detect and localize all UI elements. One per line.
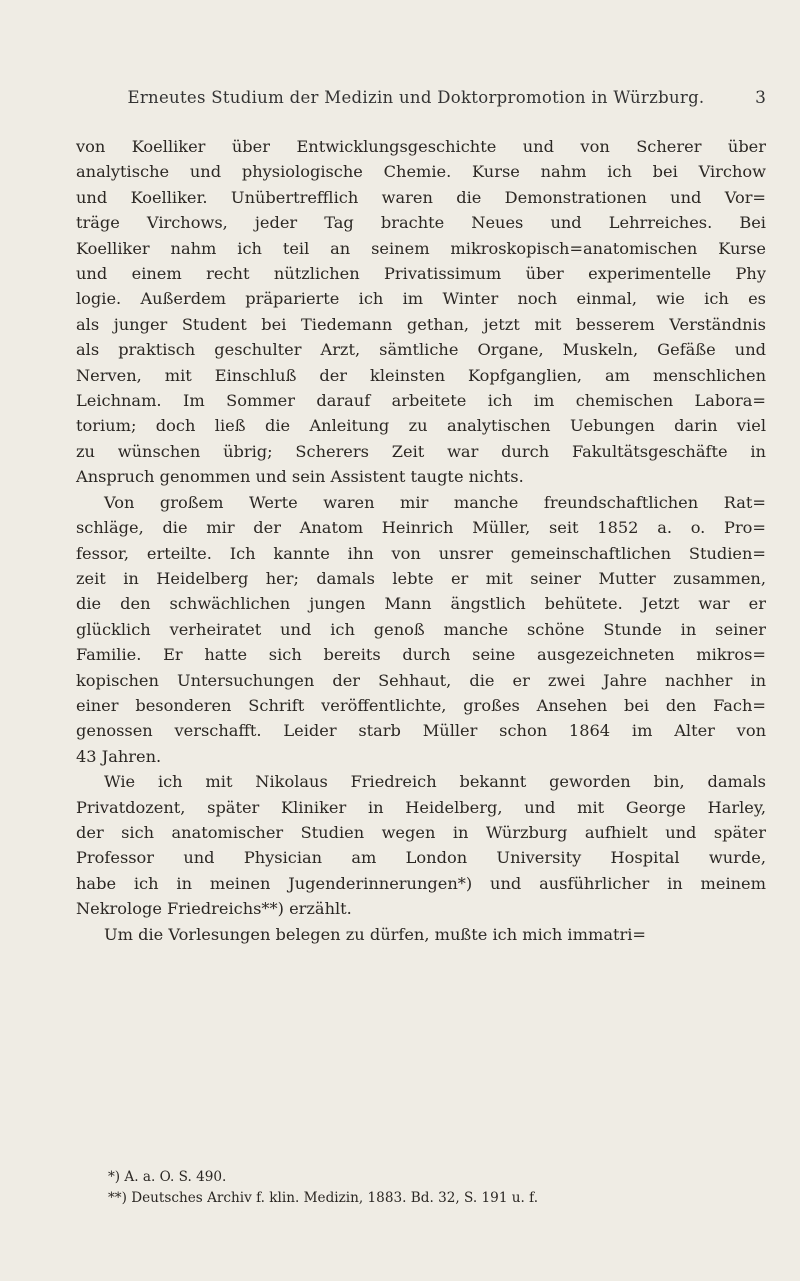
text-line: habe ich in meinen Jugenderinnerungen*) und ausführlicher in meinem: [76, 873, 766, 893]
text-line: zeit in Heidelberg her; damals lebte er mit seiner Mutter zusammen,: [76, 568, 766, 588]
text-line: schläge, die mir der Anatom Heinrich Müller, seit 1852 a. o. Pro=: [76, 518, 766, 538]
text-line: träge Virchows, jeder Tag brachte Neues und Lehrreiches. Bei: [76, 213, 766, 233]
text-line: torium; doch ließ die Anleitung zu analytischen Uebungen darin viel: [76, 416, 766, 436]
page-number: 3: [755, 88, 766, 108]
text-line: fessor, erteilte. Ich kannte ihn von unsrer gemeinschaftlichen Studien=: [76, 543, 766, 563]
text-line: Nekrologe Friedreichs**) erzählt.: [76, 899, 352, 919]
text-line: Koelliker nahm ich teil an seinem mikroskopisch=anatomischen Kurse: [76, 238, 766, 258]
text-line: Leichnam. Im Sommer darauf arbeitete ich im chemischen Labora=: [76, 391, 766, 411]
text-line: und Koelliker. Unübertrefflich waren die Demonstrationen und Vor=: [76, 187, 766, 207]
paragraph: [76, 769, 766, 921]
text-line: einer besonderen Schrift veröffentlichte, großes Ansehen bei den Fach=: [76, 695, 766, 715]
text-line: Von großem Werte waren mir manche freundschaftlichen Rat=: [104, 492, 766, 512]
text-line: Privatdozent, später Kliniker in Heidelberg, und mit George Harley,: [76, 797, 766, 817]
text-line: Professor und Physician am London University Hospital wurde,: [76, 848, 766, 868]
text-line: Wie ich mit Nikolaus Friedreich bekannt geworden bin, damals: [104, 772, 766, 792]
paragraph: [76, 490, 766, 769]
footnote: *) A. a. O. S. 490.: [108, 1169, 227, 1185]
text-line: als praktisch geschulter Arzt, sämtliche Organe, Muskeln, Gefäße und: [76, 340, 766, 360]
text-line: als junger Student bei Tiedemann gethan, jetzt mit besserem Verständnis: [76, 314, 766, 334]
text-line: von Koelliker über Entwicklungsgeschichte und von Scherer über: [76, 137, 766, 156]
text-line: und einem recht nützlichen Privatissimum über experimentelle Phy: [76, 264, 766, 284]
footnotes: [108, 1167, 768, 1209]
text-line: Anspruch genommen und sein Assistent taugte nichts.: [76, 467, 524, 487]
text-line: Familie. Er hatte sich bereits durch seine ausgezeichneten mikros=: [76, 645, 766, 665]
text-line: die den schwächlichen jungen Mann ängstlich behütete. Jetzt war er: [76, 594, 766, 614]
text-line: logie. Außerdem präparierte ich im Winter noch einmal, wie ich es: [76, 289, 766, 309]
text-line: Um die Vorlesungen belegen zu dürfen, mußte ich mich immatri=: [104, 924, 646, 944]
text-line: analytische und physiologische Chemie. Kurse nahm ich bei Virchow: [76, 162, 766, 182]
page-header: [78, 88, 766, 112]
body-text: [76, 134, 766, 947]
text-line: der sich anatomischer Studien wegen in Würzburg aufhielt und später: [76, 822, 766, 842]
text-line: genossen verschafft. Leider starb Müller schon 1864 im Alter von: [76, 721, 766, 741]
text-line: kopischen Untersuchungen der Sehhaut, die er zwei Jahre nachher in: [76, 670, 766, 690]
text-line: Nerven, mit Einschluß der kleinsten Kopfganglien, am menschlichen: [76, 365, 766, 385]
paragraph: [76, 134, 766, 490]
running-head: Erneutes Studium der Medizin und Doktorpromotion in Würzburg.: [127, 88, 705, 107]
footnote: **) Deutsches Archiv f. klin. Medizin, 1883. Bd. 32, S. 191 u. f.: [108, 1190, 539, 1206]
text-line: zu wünschen übrig; Scherers Zeit war durch Fakultätsgeschäfte in: [76, 441, 766, 461]
text-line: glücklich verheiratet und ich genoß manche schöne Stunde in seiner: [76, 619, 766, 639]
text-line: 43 Jahren.: [76, 746, 162, 766]
paragraph: [76, 922, 766, 947]
